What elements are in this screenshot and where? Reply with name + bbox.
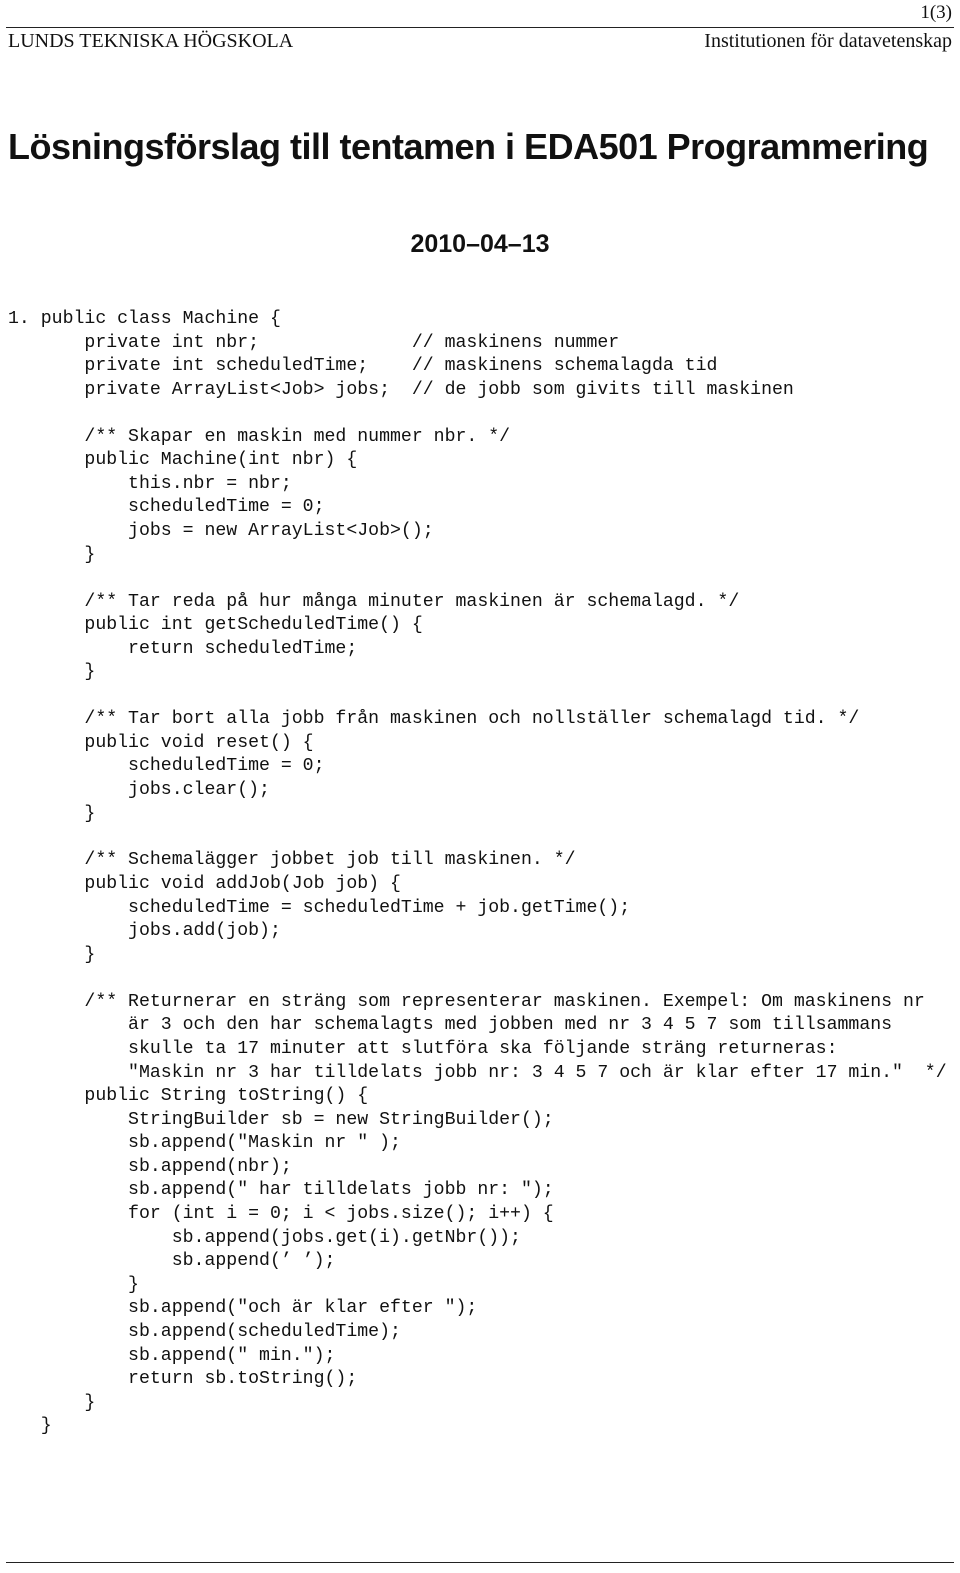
code-line: public int getScheduledTime() {: [8, 615, 423, 636]
code-line: är 3 och den har schemalagts med jobben med nr 3 4 5 7 som tillsammans: [8, 1015, 893, 1036]
code-line: sb.append("och är klar efter ");: [8, 1298, 478, 1319]
document-title: Lösningsförslag till tentamen i EDA501 Programmering: [8, 126, 929, 167]
code-listing: [8, 308, 952, 1439]
code-line: sb.append(’ ’);: [8, 1251, 336, 1272]
code-line: /** Returnerar en sträng som representerar maskinen. Exempel: Om maskinens nr: [8, 991, 925, 1012]
code-line: }: [8, 662, 96, 683]
code-line: sb.append("Maskin nr " );: [8, 1133, 401, 1154]
code-line: "Maskin nr 3 har tilldelats jobb nr: 3 4 5 7 och är klar efter 17 min." */: [8, 1062, 947, 1083]
code-line: sb.append(scheduledTime);: [8, 1322, 401, 1343]
code-line: }: [8, 944, 96, 965]
code-line: [8, 567, 952, 590]
code-line: }: [8, 1416, 52, 1437]
code-line: sb.append(" min.");: [8, 1345, 336, 1366]
code-line: StringBuilder sb = new StringBuilder();: [8, 1109, 554, 1130]
code-line: return sb.toString();: [8, 1369, 358, 1390]
code-line: }: [8, 544, 96, 565]
code-line: public void reset() {: [8, 732, 314, 753]
code-line: 1. public class Machine {: [8, 309, 281, 329]
code-line: private ArrayList<Job> jobs; // de jobb som givits till maskinen: [8, 379, 794, 400]
code-line: [8, 402, 952, 425]
institution-name: LUNDS TEKNISKA HÖGSKOLA: [8, 30, 294, 52]
code-line: sb.append(nbr);: [8, 1156, 292, 1177]
code-line: private int nbr; // maskinens nummer: [8, 332, 620, 353]
code-line: skulle ta 17 minuter att slutföra ska följande sträng returneras:: [8, 1038, 838, 1059]
code-line: for (int i = 0; i < jobs.size(); i++) {: [8, 1204, 554, 1225]
code-line: scheduledTime = scheduledTime + job.getTime();: [8, 897, 631, 918]
code-line: public void addJob(Job job) {: [8, 874, 401, 895]
code-line: /** Tar bort alla jobb från maskinen och nollställer schemalagd tid. */: [8, 709, 860, 730]
code-line: [8, 967, 952, 990]
code-line: public String toString() {: [8, 1086, 369, 1107]
department-name: Institutionen för datavetenskap: [704, 30, 952, 52]
code-line: jobs.clear();: [8, 779, 270, 800]
code-line: }: [8, 1392, 96, 1413]
code-line: this.nbr = nbr;: [8, 473, 292, 494]
code-line: }: [8, 1274, 139, 1295]
code-line: public Machine(int nbr) {: [8, 450, 358, 471]
code-line: }: [8, 803, 96, 824]
code-line: sb.append(" har tilldelats jobb nr: ");: [8, 1180, 554, 1201]
document-date: 2010–04–13: [410, 230, 550, 258]
page-number: 1(3): [920, 2, 952, 23]
code-line: return scheduledTime;: [8, 638, 358, 659]
code-line: [8, 826, 952, 849]
code-line: /** Skapar en maskin med nummer nbr. */: [8, 426, 511, 447]
code-line: scheduledTime = 0;: [8, 497, 325, 518]
code-line: jobs = new ArrayList<Job>();: [8, 521, 434, 542]
code-line: scheduledTime = 0;: [8, 756, 325, 777]
code-line: /** Tar reda på hur många minuter maskinen är schemalagd. */: [8, 591, 740, 612]
code-line: [8, 685, 952, 708]
code-line: jobs.add(job);: [8, 921, 281, 942]
code-line: /** Schemalägger jobbet job till maskinen. */: [8, 850, 576, 871]
footer-rule: [6, 1562, 954, 1563]
code-line: private int scheduledTime; // maskinens schemalagda tid: [8, 356, 718, 377]
code-line: sb.append(jobs.get(i).getNbr());: [8, 1227, 521, 1248]
header-rule: [6, 27, 954, 28]
